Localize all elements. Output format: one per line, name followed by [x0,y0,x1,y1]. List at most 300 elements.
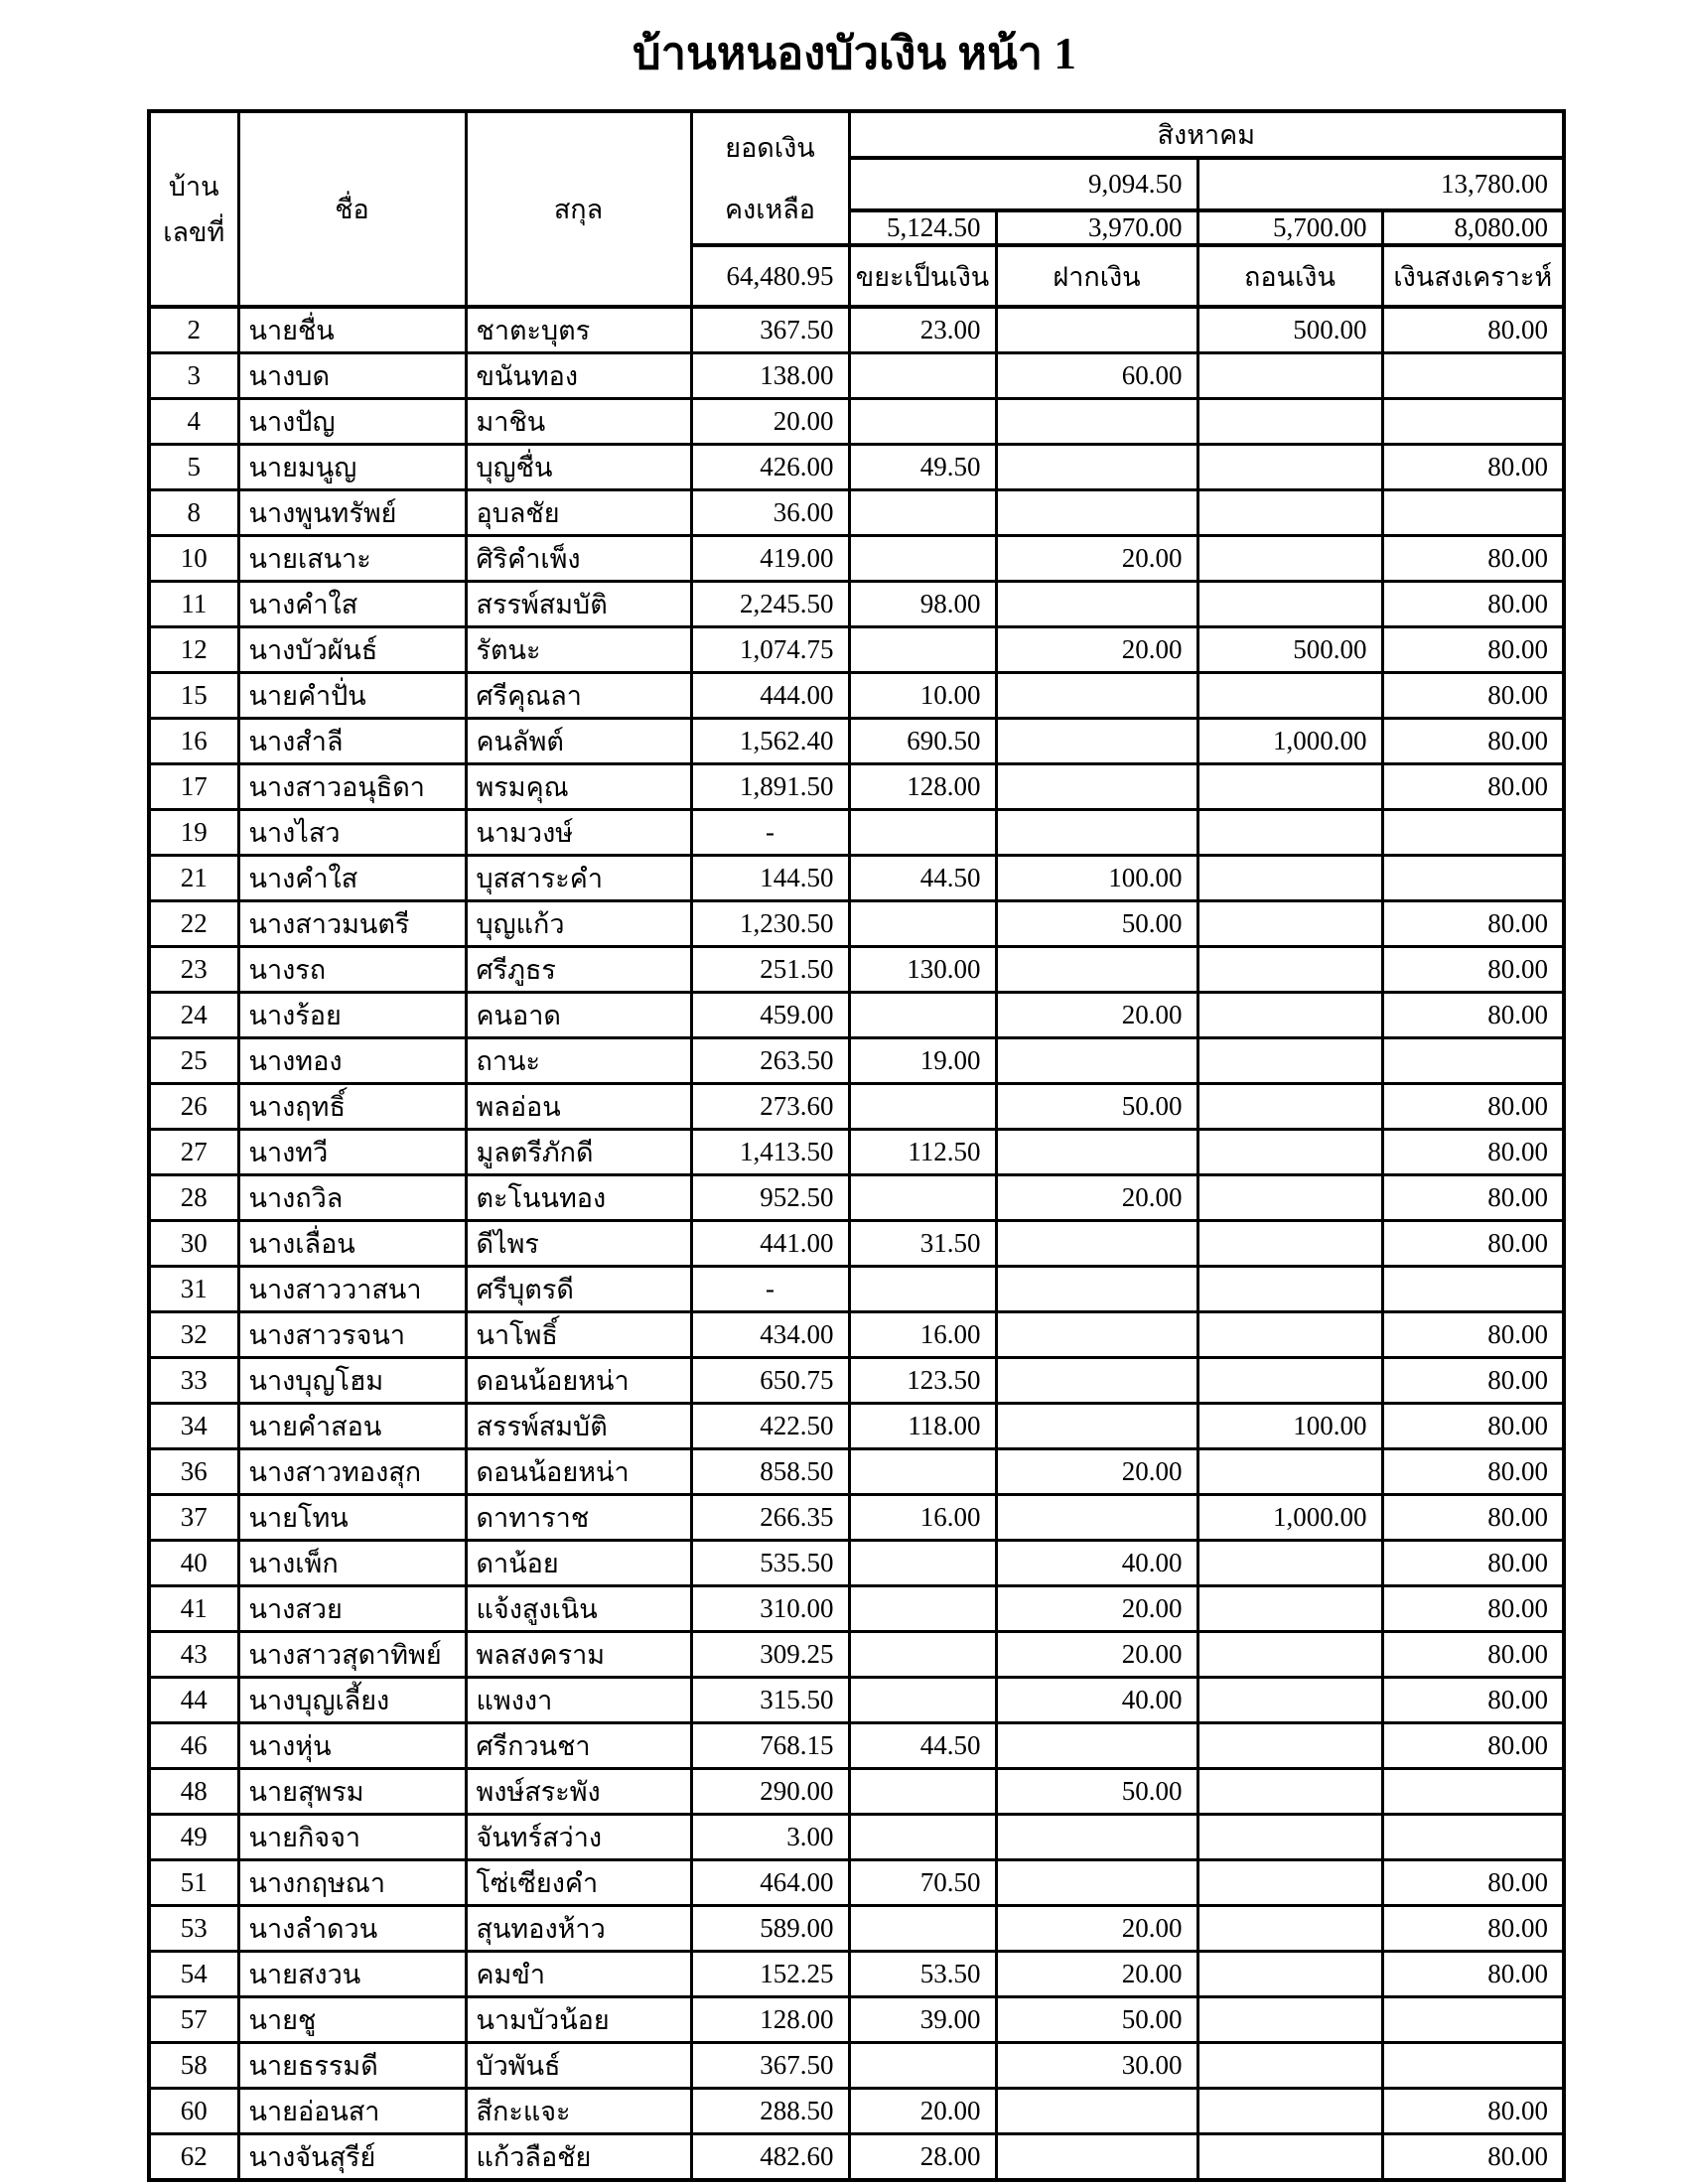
cell-deposit [996,673,1197,719]
cell-deposit [996,307,1197,353]
cell-waste: 28.00 [849,2134,996,2181]
cell-house-no: 25 [149,1038,238,1084]
table-row [149,536,1564,582]
cell-first-name: นางเลื่อน [238,1221,466,1267]
cell-deposit [996,2134,1197,2181]
cell-waste [849,627,996,673]
table-row [149,1084,1564,1130]
cell-welfare: 80.00 [1382,1860,1564,1906]
cell-first-name: นางคำใส [238,582,466,627]
cell-waste: 16.00 [849,1495,996,1541]
cell-balance: 1,230.50 [691,901,849,947]
cell-house-no: 34 [149,1404,238,1449]
cell-waste [849,1449,996,1495]
cell-deposit [996,1221,1197,1267]
cell-waste: 53.50 [849,1952,996,1997]
cell-deposit [996,1267,1197,1312]
cell-deposit: 20.00 [996,1586,1197,1632]
cell-waste [849,993,996,1038]
cell-withdraw [1197,1130,1382,1175]
cell-first-name: นางรถ [238,947,466,993]
table-row [149,1404,1564,1449]
cell-welfare [1382,810,1564,856]
table-row [149,1906,1564,1952]
cell-deposit: 20.00 [996,1449,1197,1495]
cell-house-no: 8 [149,490,238,536]
cell-first-name: นางบัวผันธ์ [238,627,466,673]
cell-surname: สรรพ์สมบัติ [466,1404,691,1449]
cell-house-no: 15 [149,673,238,719]
header-col-total-deposit: 3,970.00 [996,210,1197,245]
cell-withdraw [1197,1678,1382,1723]
cell-surname: ศรีภูธร [466,947,691,993]
cell-withdraw [1197,1723,1382,1769]
cell-deposit [996,1358,1197,1404]
table-row [149,582,1564,627]
cell-balance: 434.00 [691,1312,849,1358]
cell-waste [849,901,996,947]
cell-waste [849,2043,996,2089]
cell-first-name: นางคำใส [238,856,466,901]
cell-welfare: 80.00 [1382,1906,1564,1952]
cell-deposit: 40.00 [996,1541,1197,1586]
page-title: บ้านหนองบัวเงิน หน้า 1 [633,29,1076,78]
cell-deposit [996,1130,1197,1175]
cell-waste [849,1084,996,1130]
cell-waste: 23.00 [849,307,996,353]
cell-balance: 768.15 [691,1723,849,1769]
cell-waste: 49.50 [849,445,996,490]
cell-withdraw [1197,673,1382,719]
header-sub-deposit: ฝากเงิน [996,245,1197,307]
cell-balance: 1,074.75 [691,627,849,673]
cell-waste: 31.50 [849,1221,996,1267]
cell-house-no: 53 [149,1906,238,1952]
cell-balance: 144.50 [691,856,849,901]
cell-house-no: 22 [149,901,238,947]
table-row [149,1175,1564,1221]
cell-deposit: 20.00 [996,1952,1197,1997]
cell-withdraw [1197,856,1382,901]
table-row [149,2043,1564,2089]
table-row [149,947,1564,993]
cell-withdraw [1197,1358,1382,1404]
cell-welfare: 80.00 [1382,1312,1564,1358]
cell-waste [849,1541,996,1586]
cell-house-no: 12 [149,627,238,673]
cell-house-no: 41 [149,1586,238,1632]
cell-first-name: นางบุญโฮม [238,1358,466,1404]
cell-deposit: 100.00 [996,856,1197,901]
cell-waste [849,1678,996,1723]
cell-withdraw [1197,1449,1382,1495]
cell-house-no: 49 [149,1815,238,1860]
cell-first-name: นางสาวมนตรี [238,901,466,947]
cell-balance: 1,413.50 [691,1130,849,1175]
cell-welfare: 80.00 [1382,582,1564,627]
cell-balance: 1,562.40 [691,719,849,764]
cell-surname: สุนทองห้าว [466,1906,691,1952]
cell-withdraw [1197,764,1382,810]
cell-house-no: 58 [149,2043,238,2089]
cell-deposit [996,1312,1197,1358]
table-row [149,1449,1564,1495]
cell-balance: 367.50 [691,307,849,353]
cell-welfare: 80.00 [1382,1221,1564,1267]
cell-balance: 482.60 [691,2134,849,2181]
cell-welfare: 80.00 [1382,764,1564,810]
cell-deposit [996,1815,1197,1860]
cell-first-name: นางไสว [238,810,466,856]
cell-surname: ดาน้อย [466,1541,691,1586]
cell-first-name: นางสาววาสนา [238,1267,466,1312]
header-month-total-left: 9,094.50 [849,158,1197,210]
cell-balance: 858.50 [691,1449,849,1495]
cell-welfare: 80.00 [1382,307,1564,353]
cell-welfare: 80.00 [1382,1404,1564,1449]
cell-waste: 118.00 [849,1404,996,1449]
cell-deposit [996,947,1197,993]
cell-deposit: 20.00 [996,627,1197,673]
cell-balance: 20.00 [691,399,849,445]
cell-withdraw [1197,993,1382,1038]
cell-deposit [996,1495,1197,1541]
cell-surname: บัวพันธ์ [466,2043,691,2089]
table-row [149,2089,1564,2134]
cell-surname: นาโพธิ์ [466,1312,691,1358]
cell-first-name: นางถวิล [238,1175,466,1221]
cell-withdraw [1197,1541,1382,1586]
cell-balance: 464.00 [691,1860,849,1906]
cell-house-no: 37 [149,1495,238,1541]
cell-balance: 535.50 [691,1541,849,1586]
cell-balance: - [691,810,849,856]
cell-waste: 44.50 [849,856,996,901]
cell-surname: สีกะแจะ [466,2089,691,2134]
cell-surname: ดาทาราช [466,1495,691,1541]
header-sub-welfare: เงินสงเคราะห์ [1382,245,1564,307]
cell-house-no: 51 [149,1860,238,1906]
cell-first-name: นายกิจจา [238,1815,466,1860]
cell-deposit: 50.00 [996,1769,1197,1815]
cell-first-name: นางสำลี [238,719,466,764]
cell-surname: ศรีคุณลา [466,673,691,719]
cell-welfare: 80.00 [1382,1495,1564,1541]
cell-welfare [1382,856,1564,901]
cell-first-name: นางกฤษณา [238,1860,466,1906]
table-row [149,1267,1564,1312]
cell-waste [849,1632,996,1678]
cell-withdraw [1197,353,1382,399]
cell-first-name: นายมนูญ [238,445,466,490]
cell-house-no: 19 [149,810,238,856]
cell-welfare: 80.00 [1382,2134,1564,2181]
cell-balance: 367.50 [691,2043,849,2089]
table-row [149,810,1564,856]
cell-house-no: 17 [149,764,238,810]
cell-welfare: 80.00 [1382,627,1564,673]
header-sub-withdraw: ถอนเงิน [1197,245,1382,307]
cell-withdraw [1197,1952,1382,1997]
cell-balance: 422.50 [691,1404,849,1449]
cell-surname: ตะโนนทอง [466,1175,691,1221]
cell-welfare: 80.00 [1382,1723,1564,1769]
cell-balance: 426.00 [691,445,849,490]
table-row [149,1586,1564,1632]
cell-welfare [1382,1815,1564,1860]
cell-waste [849,353,996,399]
cell-withdraw [1197,1312,1382,1358]
cell-deposit [996,719,1197,764]
cell-withdraw [1197,490,1382,536]
cell-balance: 2,245.50 [691,582,849,627]
cell-waste: 10.00 [849,673,996,719]
cell-welfare: 80.00 [1382,2089,1564,2134]
table-row [149,1221,1564,1267]
cell-balance: 650.75 [691,1358,849,1404]
cell-waste: 44.50 [849,1723,996,1769]
cell-welfare: 80.00 [1382,1175,1564,1221]
cell-withdraw: 100.00 [1197,1404,1382,1449]
cell-house-no: 5 [149,445,238,490]
table-row [149,1952,1564,1997]
cell-balance: 444.00 [691,673,849,719]
header-balance-line1: ยอดเงิน [725,132,815,163]
cell-welfare: 80.00 [1382,1449,1564,1495]
cell-first-name: นางลำดวน [238,1906,466,1952]
cell-welfare: 80.00 [1382,445,1564,490]
cell-surname: นามวงษ์ [466,810,691,856]
cell-house-no: 21 [149,856,238,901]
header-balance-line2: คงเหลือ [724,194,816,224]
cell-house-no: 36 [149,1449,238,1495]
cell-first-name: นายชู [238,1997,466,2043]
cell-withdraw [1197,1586,1382,1632]
header-col-total-withdraw: 5,700.00 [1197,210,1382,245]
cell-house-no: 26 [149,1084,238,1130]
cell-balance: 589.00 [691,1906,849,1952]
cell-withdraw [1197,901,1382,947]
table-row [149,2134,1564,2181]
cell-first-name: นางหุ่น [238,1723,466,1769]
cell-waste: 130.00 [849,947,996,993]
cell-surname: พรมคุณ [466,764,691,810]
cell-first-name: นายชื่น [238,307,466,353]
cell-withdraw [1197,947,1382,993]
cell-surname: คนลัพต์ [466,719,691,764]
header-house-no [149,111,238,307]
table-row [149,719,1564,764]
cell-surname: ดอนน้อยหน่า [466,1358,691,1404]
cell-balance: 263.50 [691,1038,849,1084]
cell-balance: 128.00 [691,1997,849,2043]
cell-surname: โซ่เซียงคำ [466,1860,691,1906]
ledger-body [149,307,1564,2180]
table-row [149,1130,1564,1175]
cell-withdraw [1197,810,1382,856]
cell-welfare: 80.00 [1382,673,1564,719]
table-row [149,1358,1564,1404]
cell-first-name: นายโทน [238,1495,466,1541]
cell-surname: พงษ์สระพัง [466,1769,691,1815]
cell-first-name: นางร้อย [238,993,466,1038]
cell-waste: 98.00 [849,582,996,627]
table-row [149,1312,1564,1358]
cell-surname: บุญแก้ว [466,901,691,947]
cell-welfare: 80.00 [1382,947,1564,993]
cell-first-name: นายอ่อนสา [238,2089,466,2134]
cell-house-no: 62 [149,2134,238,2181]
cell-house-no: 4 [149,399,238,445]
cell-withdraw [1197,536,1382,582]
cell-waste [849,1175,996,1221]
cell-house-no: 60 [149,2089,238,2134]
cell-deposit: 50.00 [996,1997,1197,2043]
cell-withdraw [1197,1084,1382,1130]
cell-welfare: 80.00 [1382,1632,1564,1678]
cell-house-no: 57 [149,1997,238,2043]
cell-house-no: 27 [149,1130,238,1175]
cell-first-name: นางสาวรจนา [238,1312,466,1358]
cell-balance: 266.35 [691,1495,849,1541]
cell-surname: ขนันทอง [466,353,691,399]
cell-welfare [1382,490,1564,536]
table-row [149,993,1564,1038]
cell-balance: 419.00 [691,536,849,582]
cell-balance: 309.25 [691,1632,849,1678]
cell-deposit [996,1038,1197,1084]
cell-balance: 290.00 [691,1769,849,1815]
cell-welfare: 80.00 [1382,901,1564,947]
cell-house-no: 46 [149,1723,238,1769]
cell-first-name: นายธรรมดี [238,2043,466,2089]
cell-balance: 288.50 [691,2089,849,2134]
cell-deposit: 20.00 [996,1175,1197,1221]
cell-house-no: 28 [149,1175,238,1221]
cell-withdraw [1197,1769,1382,1815]
table-row [149,1495,1564,1541]
cell-surname: นามบัวน้อย [466,1997,691,2043]
cell-withdraw: 1,000.00 [1197,719,1382,764]
cell-withdraw [1197,1267,1382,1312]
cell-welfare: 80.00 [1382,1358,1564,1404]
cell-surname: มาชิน [466,399,691,445]
cell-welfare [1382,1769,1564,1815]
cell-deposit: 40.00 [996,1678,1197,1723]
header-sub-waste: ขยะเป็นเงิน [849,245,996,307]
cell-surname: คนอาด [466,993,691,1038]
cell-withdraw [1197,2089,1382,2134]
cell-balance: 251.50 [691,947,849,993]
table-row [149,1769,1564,1815]
table-row [149,1815,1564,1860]
cell-balance: 3.00 [691,1815,849,1860]
cell-deposit [996,490,1197,536]
table-row [149,490,1564,536]
cell-welfare [1382,399,1564,445]
cell-first-name: นายสุพรม [238,1769,466,1815]
cell-deposit [996,582,1197,627]
table-row [149,901,1564,947]
cell-surname: พลสงคราม [466,1632,691,1678]
cell-first-name: นายคำปั่น [238,673,466,719]
cell-surname: ถานะ [466,1038,691,1084]
cell-house-no: 44 [149,1678,238,1723]
cell-welfare: 80.00 [1382,1541,1564,1586]
cell-surname: ดีไพร [466,1221,691,1267]
cell-withdraw [1197,1906,1382,1952]
table-row [149,1723,1564,1769]
cell-house-no: 54 [149,1952,238,1997]
table-row [149,1860,1564,1906]
cell-surname: อุบลชัย [466,490,691,536]
cell-first-name: นางเพ็ก [238,1541,466,1586]
cell-withdraw: 500.00 [1197,307,1382,353]
cell-deposit [996,1860,1197,1906]
header-house-no-line1: บ้าน [168,171,219,202]
header-house-no-line2: เลขที่ [163,216,225,247]
cell-welfare: 80.00 [1382,1586,1564,1632]
cell-balance: 459.00 [691,993,849,1038]
cell-surname: ดอนน้อยหน่า [466,1449,691,1495]
cell-withdraw [1197,1860,1382,1906]
cell-waste [849,1769,996,1815]
table-row [149,673,1564,719]
cell-surname: ชาตะบุตร [466,307,691,353]
cell-waste [849,1815,996,1860]
cell-surname: แก้วลือชัย [466,2134,691,2181]
cell-withdraw [1197,1632,1382,1678]
cell-deposit [996,1404,1197,1449]
header-month: สิงหาคม [849,111,1564,158]
cell-deposit: 50.00 [996,901,1197,947]
cell-waste: 690.50 [849,719,996,764]
cell-house-no: 40 [149,1541,238,1586]
cell-welfare [1382,1038,1564,1084]
cell-surname: บุสสาระคำ [466,856,691,901]
table-row [149,627,1564,673]
cell-waste: 39.00 [849,1997,996,2043]
table-row [149,445,1564,490]
cell-withdraw [1197,1221,1382,1267]
cell-first-name: นายสงวน [238,1952,466,1997]
cell-first-name: นางสาวอนุธิดา [238,764,466,810]
cell-first-name: นางบุญเลี้ยง [238,1678,466,1723]
cell-waste: 128.00 [849,764,996,810]
cell-deposit [996,399,1197,445]
cell-surname: ศรีบุตรดี [466,1267,691,1312]
cell-house-no: 30 [149,1221,238,1267]
header-surname: สกุล [466,111,691,307]
table-row [149,1038,1564,1084]
cell-house-no: 23 [149,947,238,993]
cell-welfare [1382,2043,1564,2089]
header-col-total-waste: 5,124.50 [849,210,996,245]
cell-house-no: 33 [149,1358,238,1404]
cell-first-name: นางทวี [238,1130,466,1175]
cell-balance: 138.00 [691,353,849,399]
cell-deposit [996,1723,1197,1769]
cell-welfare [1382,1267,1564,1312]
cell-house-no: 31 [149,1267,238,1312]
cell-first-name: นางฤทธิ์ [238,1084,466,1130]
cell-withdraw [1197,445,1382,490]
cell-surname: บุญชื่น [466,445,691,490]
cell-first-name: นางจันสุรีย์ [238,2134,466,2181]
cell-waste: 20.00 [849,2089,996,2134]
cell-withdraw [1197,1038,1382,1084]
cell-waste: 112.50 [849,1130,996,1175]
